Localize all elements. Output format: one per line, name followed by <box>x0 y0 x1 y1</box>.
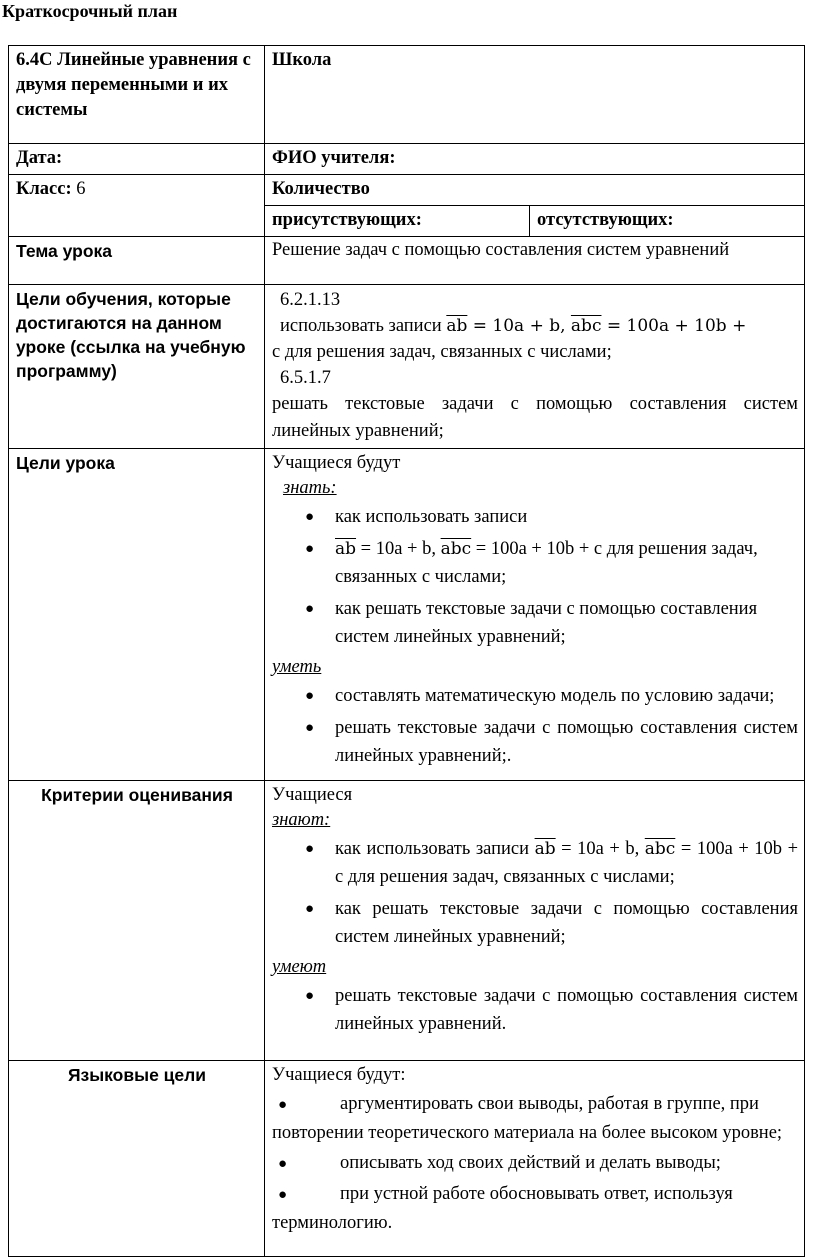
assessment-cell <box>265 781 805 1061</box>
assessment-know-list <box>272 835 798 951</box>
class-cell <box>9 175 265 237</box>
list-item: ● аргументировать свои выводы, работая в группе, при повторении теоретического материала на более высоком уровне; <box>272 1090 798 1147</box>
class-row <box>9 175 805 206</box>
assessment-row <box>9 781 805 1061</box>
list-item: ● $\overline{ab} = 10a + b$, $\overline{abc} = 100a + 10b + с$ для решения задач, связанных с числами; <box>272 535 798 591</box>
bullet-icon: ● <box>278 1156 288 1172</box>
assessment-can-label: умеют <box>272 957 327 977</box>
list-item: ● решать текстовые задачи с помощью составления систем линейных уравнений;. <box>272 714 798 770</box>
school-label: Школа <box>265 46 805 144</box>
list-item: ● описывать ход своих действий и делать выводы; <box>272 1149 798 1178</box>
lesson-plan-table <box>8 45 805 1257</box>
list-item: ● как использовать записи <box>272 503 798 531</box>
bullet-icon: ● <box>305 509 315 525</box>
language-label: Языковые цели <box>9 1061 265 1257</box>
objectives-label: Цели обучения, которые достигаются на данном уроке (ссылка на учебную программу) <box>9 285 265 449</box>
topic-row <box>9 237 805 285</box>
bullet-icon: ● <box>305 841 315 857</box>
date-row <box>9 144 805 175</box>
list-item: ● при устной работе обосновывать ответ, используя терминологию. <box>272 1180 798 1237</box>
goals-know-label: знать: <box>283 478 337 498</box>
goals-label: Цели урока <box>9 449 265 781</box>
assessment-know-label: знают: <box>272 810 331 830</box>
list-item: ● составлять математическую модель по условию задачи; <box>272 682 798 710</box>
present-label: присутствующих: <box>265 206 530 237</box>
bullet-icon: ● <box>305 720 315 736</box>
quantity-label: Количество <box>265 175 805 206</box>
bullet-icon: ● <box>305 541 315 557</box>
list-item: ● как решать текстовые задачи с помощью составления систем линейных уравнений; <box>272 895 798 951</box>
objective-line-1 <box>272 313 798 339</box>
date-label: Дата: <box>9 144 265 175</box>
unit-title: 6.4С Линейные уравнения с двумя переменными и их системы <box>9 46 265 144</box>
language-row <box>9 1061 805 1257</box>
bullet-icon: ● <box>305 901 315 917</box>
absent-label: отсутствующих: <box>530 206 805 237</box>
objective-formula: $\overline{ab} = 10a + b$, $\overline{abc} = 100a + 10b$ + <box>446 316 747 336</box>
objective-code-2: 6.5.1.7 <box>280 368 331 388</box>
list-item: ● решать текстовые задачи с помощью составления систем линейных уравнений. <box>272 982 798 1038</box>
objective-line-3: решать текстовые задачи с помощью составления систем линейных уравнений; <box>272 394 798 441</box>
bullet-icon: ● <box>305 601 315 617</box>
objective-prefix: использовать записи <box>280 316 442 336</box>
bullet-icon: ● <box>305 688 315 704</box>
topic-value: Решение задач с помощью составления систем уравнений <box>265 237 805 285</box>
objective-code-1: 6.2.1.13 <box>280 290 341 310</box>
list-item: ● как решать текстовые задачи с помощью составления систем линейных уравнений; <box>272 595 798 651</box>
goals-intro: Учащиеся будут <box>272 453 401 473</box>
goals-can-label: уметь <box>272 657 322 677</box>
class-label: Класс: <box>16 179 72 199</box>
assessment-intro: Учащиеся <box>272 785 353 805</box>
objectives-cell <box>265 285 805 449</box>
goals-know-list <box>272 503 798 651</box>
language-intro: Учащиеся будут: <box>272 1065 406 1085</box>
bullet-icon: ● <box>305 988 315 1004</box>
page-title: Краткосрочный план <box>2 1 178 21</box>
goals-cell <box>265 449 805 781</box>
bullet-icon: ● <box>278 1187 288 1203</box>
bullet-icon: ● <box>278 1097 288 1113</box>
language-cell <box>265 1061 805 1257</box>
topic-label: Тема урока <box>9 237 265 285</box>
class-value: 6 <box>76 179 86 199</box>
assessment-label: Критерии оценивания <box>9 781 265 1061</box>
teacher-label: ФИО учителя: <box>265 144 805 175</box>
assessment-can-list <box>272 982 798 1038</box>
goals-can-list <box>272 682 798 770</box>
objective-line-2: с для решения задач, связанных с числами; <box>272 342 612 362</box>
unit-row <box>9 46 805 144</box>
objectives-row <box>9 285 805 449</box>
goals-row <box>9 449 805 781</box>
list-item: ● как использовать записи $\overline{ab} = 10a + b$, $\overline{abc} = 100a + 10b + с$ для решения задач, связанных с числами; <box>272 835 798 891</box>
